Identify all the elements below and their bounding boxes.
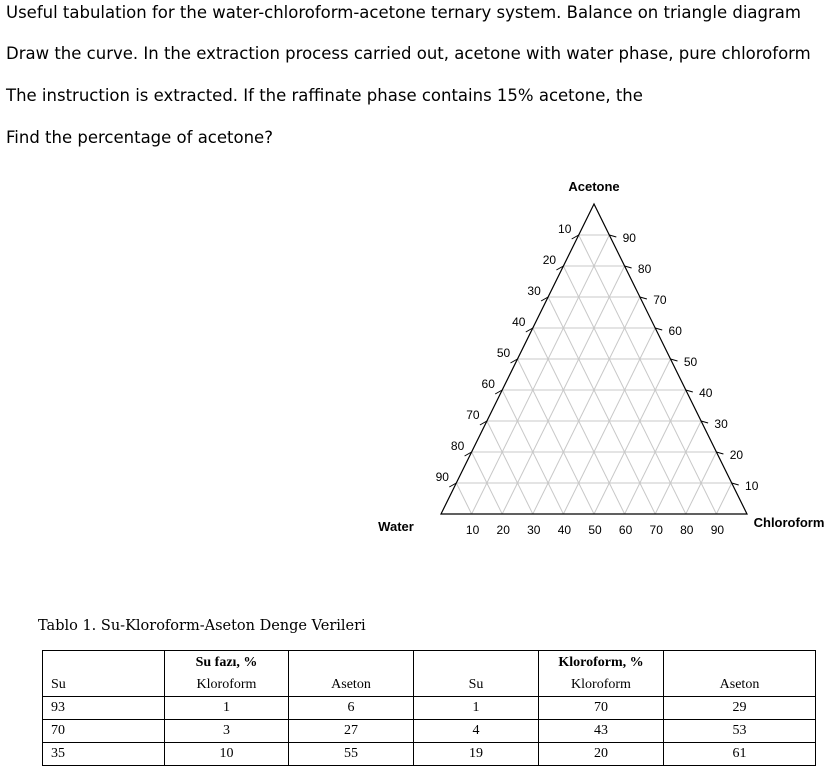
equilibrium-table — [42, 650, 816, 766]
table-cell: 53 — [664, 720, 816, 743]
triangle-grid — [456, 235, 731, 514]
question-line-2: Draw the curve. In the extraction process carried out, acetone with water phase, pure chloroform — [6, 44, 811, 63]
grid-line — [579, 235, 717, 514]
left-tick-label: 40 — [512, 315, 526, 329]
right-tick-label: 60 — [668, 324, 682, 338]
bottom-tick-label: 80 — [680, 523, 694, 537]
right-tick-label: 90 — [622, 231, 636, 245]
right-tick-label: 50 — [683, 355, 698, 369]
corner-label-chloroform: Chloroform — [753, 515, 825, 530]
left-tick-label: 10 — [558, 222, 572, 236]
header-spacer — [289, 651, 414, 675]
table-group-header-row — [43, 651, 816, 675]
group-header-chloroform-phase: Kloroform, % — [539, 651, 664, 675]
header-spacer — [43, 651, 165, 675]
bottom-tick-label: 10 — [465, 523, 480, 537]
question-line-3: The instruction is extracted. If the raffinate phase contains 15% acetone, the — [6, 86, 643, 105]
bottom-tick-label: 60 — [618, 523, 633, 537]
right-tick-label: 40 — [699, 386, 713, 400]
table-cell: 29 — [664, 697, 816, 720]
left-tick-label: 20 — [542, 253, 557, 267]
grid-line — [594, 359, 671, 514]
question-line-4: Find the percentage of acetone? — [6, 128, 273, 147]
column-header: Aseton — [664, 674, 816, 697]
corner-label-water: Water — [378, 519, 414, 534]
table-column-header-row — [43, 674, 816, 697]
table-caption: Tablo 1. Su-Kloroform-Aseton Denge Verileri — [38, 618, 366, 634]
apex-label-acetone: Acetone — [568, 179, 620, 194]
header-spacer — [414, 651, 539, 675]
right-tick-label: 20 — [729, 448, 744, 462]
grid-line — [518, 359, 595, 514]
right-tick-label: 80 — [637, 262, 652, 276]
left-tick-label: 50 — [496, 346, 511, 360]
column-header: Kloroform — [165, 674, 289, 697]
table-cell: 35 — [43, 743, 165, 766]
table-cell: 43 — [539, 720, 664, 743]
bottom-tick-label: 30 — [527, 523, 541, 537]
bottom-tick-label: 40 — [557, 523, 572, 537]
table-cell: 4 — [414, 720, 539, 743]
grid-line — [472, 235, 610, 514]
group-header-water-phase: Su fazı, % — [165, 651, 289, 675]
grid-line — [487, 421, 533, 514]
left-tick-label: 60 — [481, 377, 495, 391]
table-cell: 70 — [539, 697, 664, 720]
left-tick-label: 90 — [435, 470, 449, 484]
right-tick-label: 70 — [653, 293, 667, 307]
grid-line — [655, 421, 701, 514]
grid-line — [533, 297, 640, 514]
table-row — [43, 720, 816, 743]
column-header: Su — [414, 674, 539, 697]
column-header: Su — [43, 674, 165, 697]
table-cell: 19 — [414, 743, 539, 766]
table-row — [43, 697, 816, 720]
table-cell: 70 — [43, 720, 165, 743]
grid-line — [456, 483, 471, 514]
table-cell: 1 — [165, 697, 289, 720]
right-tick-label: 10 — [745, 479, 759, 493]
table-row — [43, 743, 816, 766]
grid-line — [716, 483, 731, 514]
table-cell: 61 — [664, 743, 816, 766]
table-cell: 20 — [539, 743, 664, 766]
column-header: Kloroform — [539, 674, 664, 697]
bottom-tick-label: 20 — [496, 523, 510, 537]
right-tick-label: 30 — [714, 417, 728, 431]
left-tick-label: 30 — [527, 284, 541, 298]
grid-line — [548, 297, 655, 514]
left-tick-label: 70 — [466, 408, 480, 422]
bottom-tick-label: 90 — [710, 523, 725, 537]
table-cell: 3 — [165, 720, 289, 743]
table-cell: 27 — [289, 720, 414, 743]
question-line-1: Useful tabulation for the water-chloroform-acetone ternary system. Balance on triangle diagram — [6, 3, 801, 22]
bottom-tick-label: 50 — [588, 523, 602, 537]
table-cell: 1 — [414, 697, 539, 720]
table-cell: 55 — [289, 743, 414, 766]
table-cell: 6 — [289, 697, 414, 720]
column-header: Aseton — [289, 674, 414, 697]
bottom-tick-label: 70 — [649, 523, 663, 537]
table-cell: 93 — [43, 697, 165, 720]
header-spacer — [664, 651, 816, 675]
table-cell: 10 — [165, 743, 289, 766]
left-tick-label: 80 — [450, 439, 465, 453]
